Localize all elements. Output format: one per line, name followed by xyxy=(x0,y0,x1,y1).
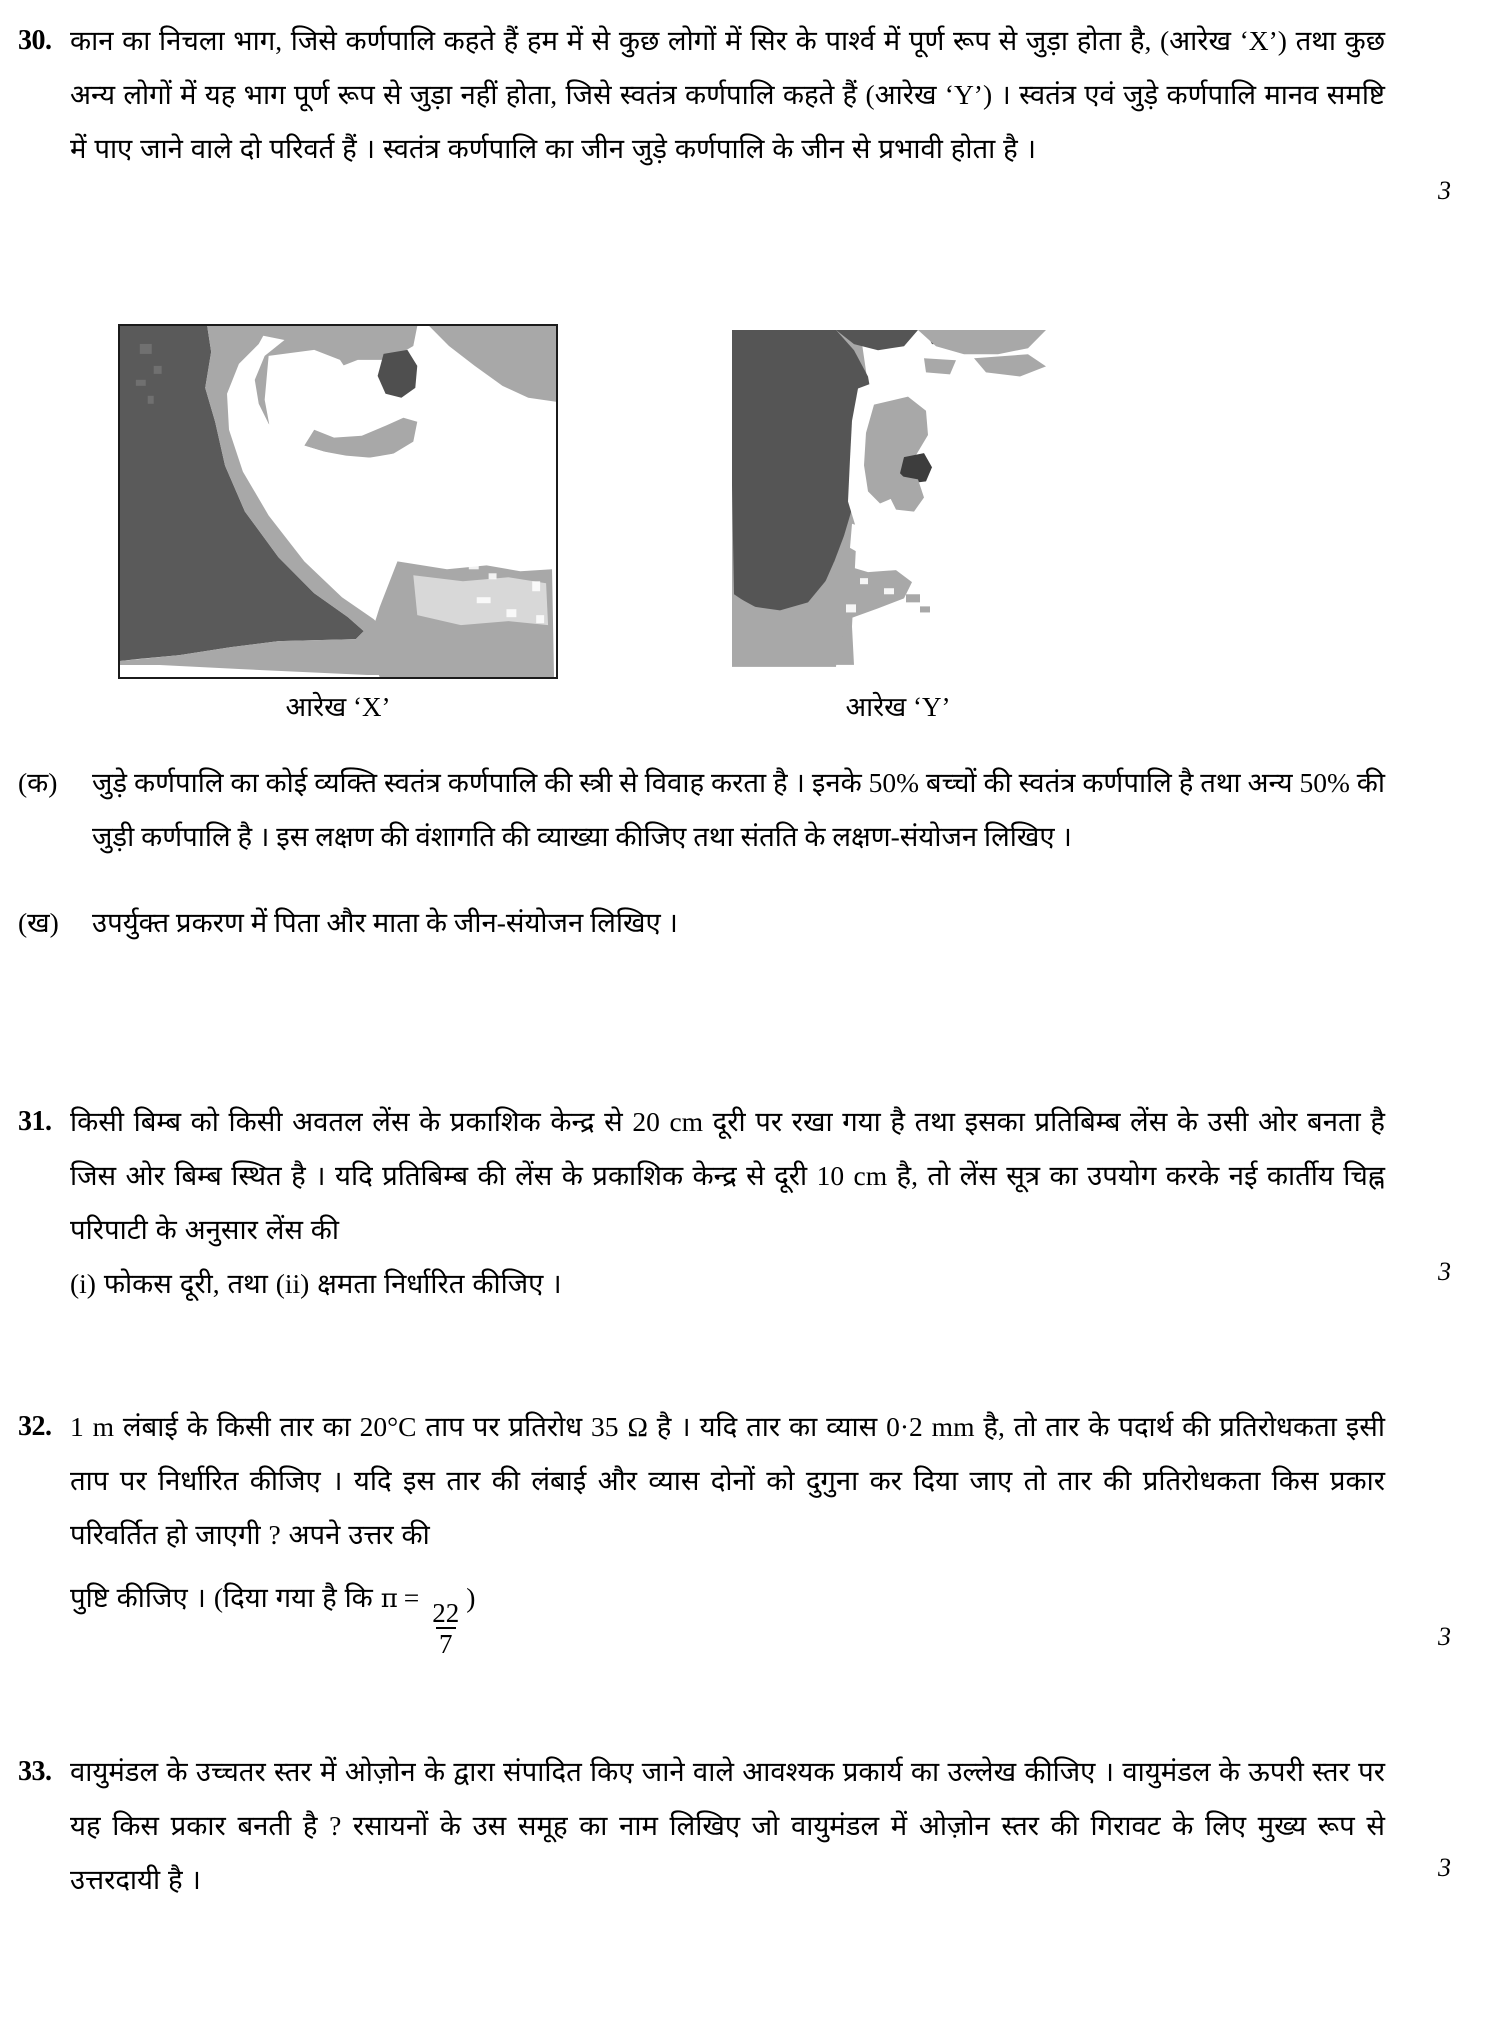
question-31-marks: 3 xyxy=(1438,1257,1451,1286)
question-33-body xyxy=(70,1745,1505,1907)
question-33-text: वायुमंडल के उच्चतर स्तर में ओज़ोन के द्वारा संपादित किए जाने वाले आवश्यक प्रकार्य का उल्लेख कीजिए । वायुमंडल के ऊपरी स्तर पर यह किस प्रकार बनती है ? रसायनों के उस समूह का नाम लिखिए जो वायुमंडल में ओज़ोन स्तर की गिरावट के लिए मुख्य रूप से उत्तरदायी है । xyxy=(70,1756,1385,1895)
ear-diagram-x-image xyxy=(118,324,558,679)
question-30-number: 30. xyxy=(18,25,52,56)
question-33-marks: 3 xyxy=(1438,1853,1451,1882)
question-30-body xyxy=(70,14,1505,205)
subpart-ka-text: जुड़े कर्णपालि का कोई व्यक्ति स्वतंत्र कर्णपालि की स्त्री से विवाह करता है । इनके 50% बच्चों की स्वतंत्र कर्णपालि है तथा अन्य 50% की जुड़ी कर्णपालि है । इस लक्षण की वंशागति की व्याख्या कीजिए तथा संतति के लक्षण-संयोजन लिखिए । xyxy=(92,767,1385,852)
figure-y xyxy=(728,324,1068,725)
question-31-body xyxy=(70,1095,1505,1311)
subpart-ka-label: (क) xyxy=(18,767,58,798)
figure-y-caption: आरेख ‘Y’ xyxy=(845,692,951,722)
subpart-kha-label: (ख) xyxy=(18,907,59,938)
ear-figures-row xyxy=(0,324,1505,725)
question-30-text: कान का निचला भाग, जिसे कर्णपालि कहते हैं हम में से कुछ लोगों में सिर के पार्श्व में पूर्ण रूप से जुड़ा होता है, (आरेख ‘X’) तथा कुछ अन्य लोगों में यह भाग पूर्ण रूप से जुड़ा नहीं होता, जिसे स्वतंत्र कर्णपालि कहते हैं (आरेख ‘Y’) । स्वतंत्र एवं जुड़े कर्णपालि मानव समष्टि में पाए जाने वाले दो परिवर्त हैं । स्वतंत्र कर्णपालि का जीन जुड़े कर्णपालि के जीन से प्रभावी होता है । xyxy=(70,25,1385,164)
question-32-body xyxy=(70,1400,1505,1661)
question-30-subpart-kha xyxy=(0,896,1505,950)
formula-prefix-text: पुष्टि कीजिए । (दिया गया है कि xyxy=(70,1582,381,1613)
fraction-22-over-7 xyxy=(429,1599,462,1660)
fraction-numerator: 22 xyxy=(432,1598,460,1629)
subpart-kha-text: उपर्युक्त प्रकरण में पिता और माता के जीन-संयोजन लिखिए । xyxy=(92,907,678,938)
question-30-marks: 3 xyxy=(1438,176,1451,205)
question-32 xyxy=(0,1400,1505,1661)
question-31 xyxy=(0,1095,1505,1311)
question-30-subpart-ka xyxy=(0,756,1505,864)
question-32-marks: 3 xyxy=(1438,1622,1451,1651)
pi-symbol: π xyxy=(380,1584,398,1614)
question-33-number: 33. xyxy=(18,1756,52,1787)
question-32-number: 32. xyxy=(18,1411,52,1442)
question-31-text: किसी बिम्ब को किसी अवतल लेंस के प्रकाशिक केन्द्र से 20 cm दूरी पर रखा गया है तथा इसका प्रतिबिम्ब लेंस के उसी ओर बनता है जिस ओर बिम्ब स्थित है । यदि प्रतिबिम्ब की लेंस के प्रकाशिक केन्द्र से दूरी 10 cm है, तो लेंस सूत्र का उपयोग करके नई कार्तीय चिह्न परिपाटी के अनुसार लेंस की xyxy=(70,1106,1385,1245)
ear-diagram-y-image xyxy=(728,324,1068,679)
question-32-formula-line xyxy=(70,1562,1385,1661)
question-33 xyxy=(0,1745,1505,1907)
formula-suffix-text: ) xyxy=(466,1582,476,1613)
equals-sign: = xyxy=(403,1582,420,1613)
question-32-text: 1 m लंबाई के किसी तार का 20°C ताप पर प्रतिरोध 35 Ω है । यदि तार का व्यास 0·2 mm है, तो तार के पदार्थ की प्रतिरोधकता इसी ताप पर निर्धारित कीजिए । यदि इस तार की लंबाई और व्यास दोनों को दुगुना कर दिया जाए तो तार की प्रतिरोधकता किस प्रकार परिवर्तित हो जाएगी ? अपने उत्तर की xyxy=(70,1411,1385,1550)
fraction-denominator: 7 xyxy=(436,1627,456,1660)
figure-x xyxy=(118,324,558,725)
question-30-subparts xyxy=(0,750,1505,950)
question-31-subquestions: (i) फोकस दूरी, तथा (ii) क्षमता निर्धारित कीजिए । xyxy=(70,1268,562,1299)
question-30 xyxy=(0,14,1505,205)
question-31-number: 31. xyxy=(18,1106,52,1137)
figure-x-caption: आरेख ‘X’ xyxy=(285,692,391,722)
